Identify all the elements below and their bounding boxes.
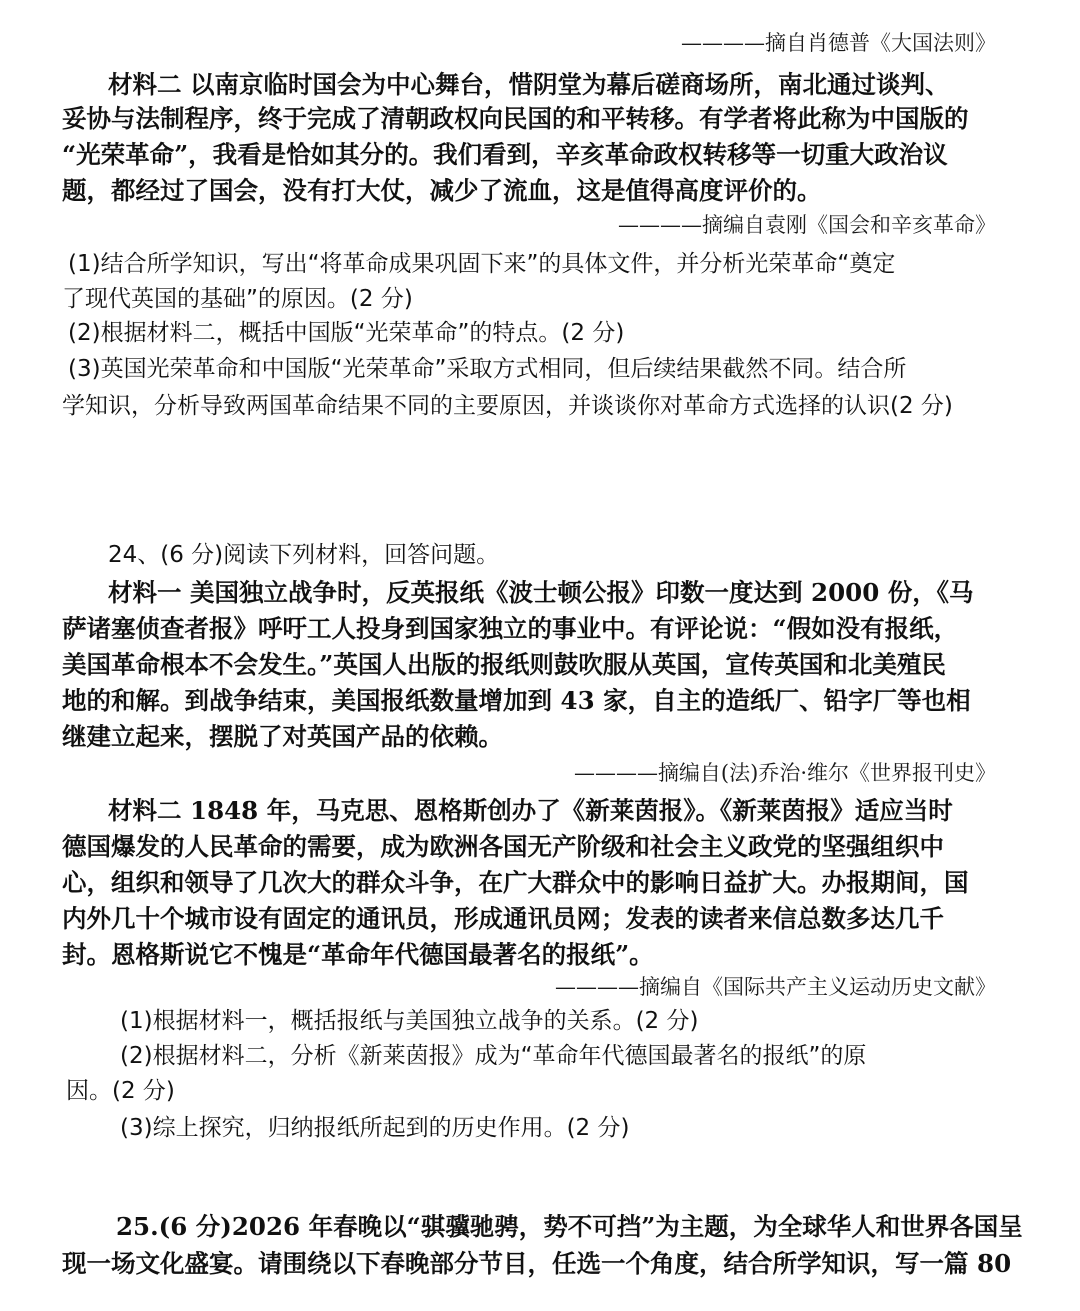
question-line: 学知识，分析导致两国革命结果不同的主要原因，并谈谈你对革命方式选择的认识(2 分)	[62, 393, 953, 419]
material-paragraph-line: 萨诸塞侦查者报》呼吁工人投身到国家独立的事业中。有评论说：“假如没有报纸，	[62, 614, 959, 643]
question-line: (1)根据材料一，概括报纸与美国独立战争的关系。(2 分)	[120, 1008, 699, 1034]
question-line: (2)根据材料二，概括中国版“光荣革命”的特点。(2 分)	[68, 320, 625, 346]
source-citation: ————摘自肖德普《大国法则》	[681, 31, 996, 55]
material-paragraph-line: 材料二 1848 年，马克思、恩格斯创办了《新莱茵报》。《新莱茵报》适应当时	[108, 796, 953, 825]
question-line: 了现代英国的基础”的原因。(2 分)	[62, 286, 413, 312]
material-paragraph-line: 封。恩格斯说它不愧是“革命年代德国最著名的报纸”。	[62, 940, 654, 969]
material-paragraph-line: 材料二 以南京临时国会为中心舞台，惜阴堂为幕后磋商场所，南北通过谈判、	[108, 70, 950, 99]
question-line: (2)根据材料二，分析《新莱茵报》成为“革命年代德国最著名的报纸”的原	[120, 1043, 867, 1069]
question-line: (1)结合所学知识，写出“将革命成果巩固下来”的具体文件，并分析光荣革命“奠定	[68, 251, 896, 277]
material-paragraph-line: 美国革命根本不会发生。”英国人出版的报纸则鼓吹服从英国，宣传英国和北美殖民	[62, 650, 946, 679]
question-line: 25.(6 分)2026 年春晚以“骐骥驰骋，势不可挡”为主题，为全球华人和世界各国呈	[116, 1212, 1023, 1241]
material-paragraph-line: 心，组织和领导了几次大的群众斗争，在广大群众中的影响日益扩大。办报期间，国	[62, 868, 969, 897]
material-paragraph-line: 德国爆发的人民革命的需要，成为欧洲各国无产阶级和社会主义政党的坚强组织中	[62, 832, 944, 861]
material-paragraph-line: “光荣革命”，我看是恰如其分的。我们看到，辛亥革命政权转移等一切重大政治议	[62, 140, 948, 169]
source-citation: ————摘编自《国际共产主义运动历史文献》	[555, 975, 996, 999]
source-citation: ————摘编自(法)乔治·维尔《世界报刊史》	[573, 761, 996, 785]
question-line: (3)综上探究，归纳报纸所起到的历史作用。(2 分)	[120, 1115, 630, 1141]
material-paragraph-line: 材料一 美国独立战争时，反英报纸《波士顿公报》印数一度达到 2000 份，《马	[108, 578, 974, 607]
material-paragraph-line: 继建立起来，摆脱了对英国产品的依赖。	[62, 722, 503, 751]
question-line: (3)英国光荣革命和中国版“光荣革命”采取方式相同，但后续结果截然不同。结合所	[68, 356, 907, 382]
material-paragraph-line: 内外几十个城市设有固定的通讯员，形成通讯员网；发表的读者来信总数多达几千	[62, 904, 944, 933]
source-citation: ————摘编自袁刚《国会和辛亥革命》	[618, 213, 996, 237]
question-heading: 24、(6 分)阅读下列材料，回答问题。	[108, 542, 500, 568]
material-paragraph-line: 地的和解。到战争结束，美国报纸数量增加到 43 家，自主的造纸厂、铅字厂等也相	[62, 686, 971, 715]
material-paragraph-line: 题，都经过了国会，没有打大仗，减少了流血，这是值得高度评价的。	[62, 176, 822, 205]
question-line: 现一场文化盛宴。请围绕以下春晚部分节目，任选一个角度，结合所学知识，写一篇 80	[62, 1249, 1012, 1278]
question-line: 因。(2 分)	[66, 1078, 175, 1104]
material-paragraph-line: 妥协与法制程序，终于完成了清朝政权向民国的和平转移。有学者将此称为中国版的	[62, 104, 969, 133]
